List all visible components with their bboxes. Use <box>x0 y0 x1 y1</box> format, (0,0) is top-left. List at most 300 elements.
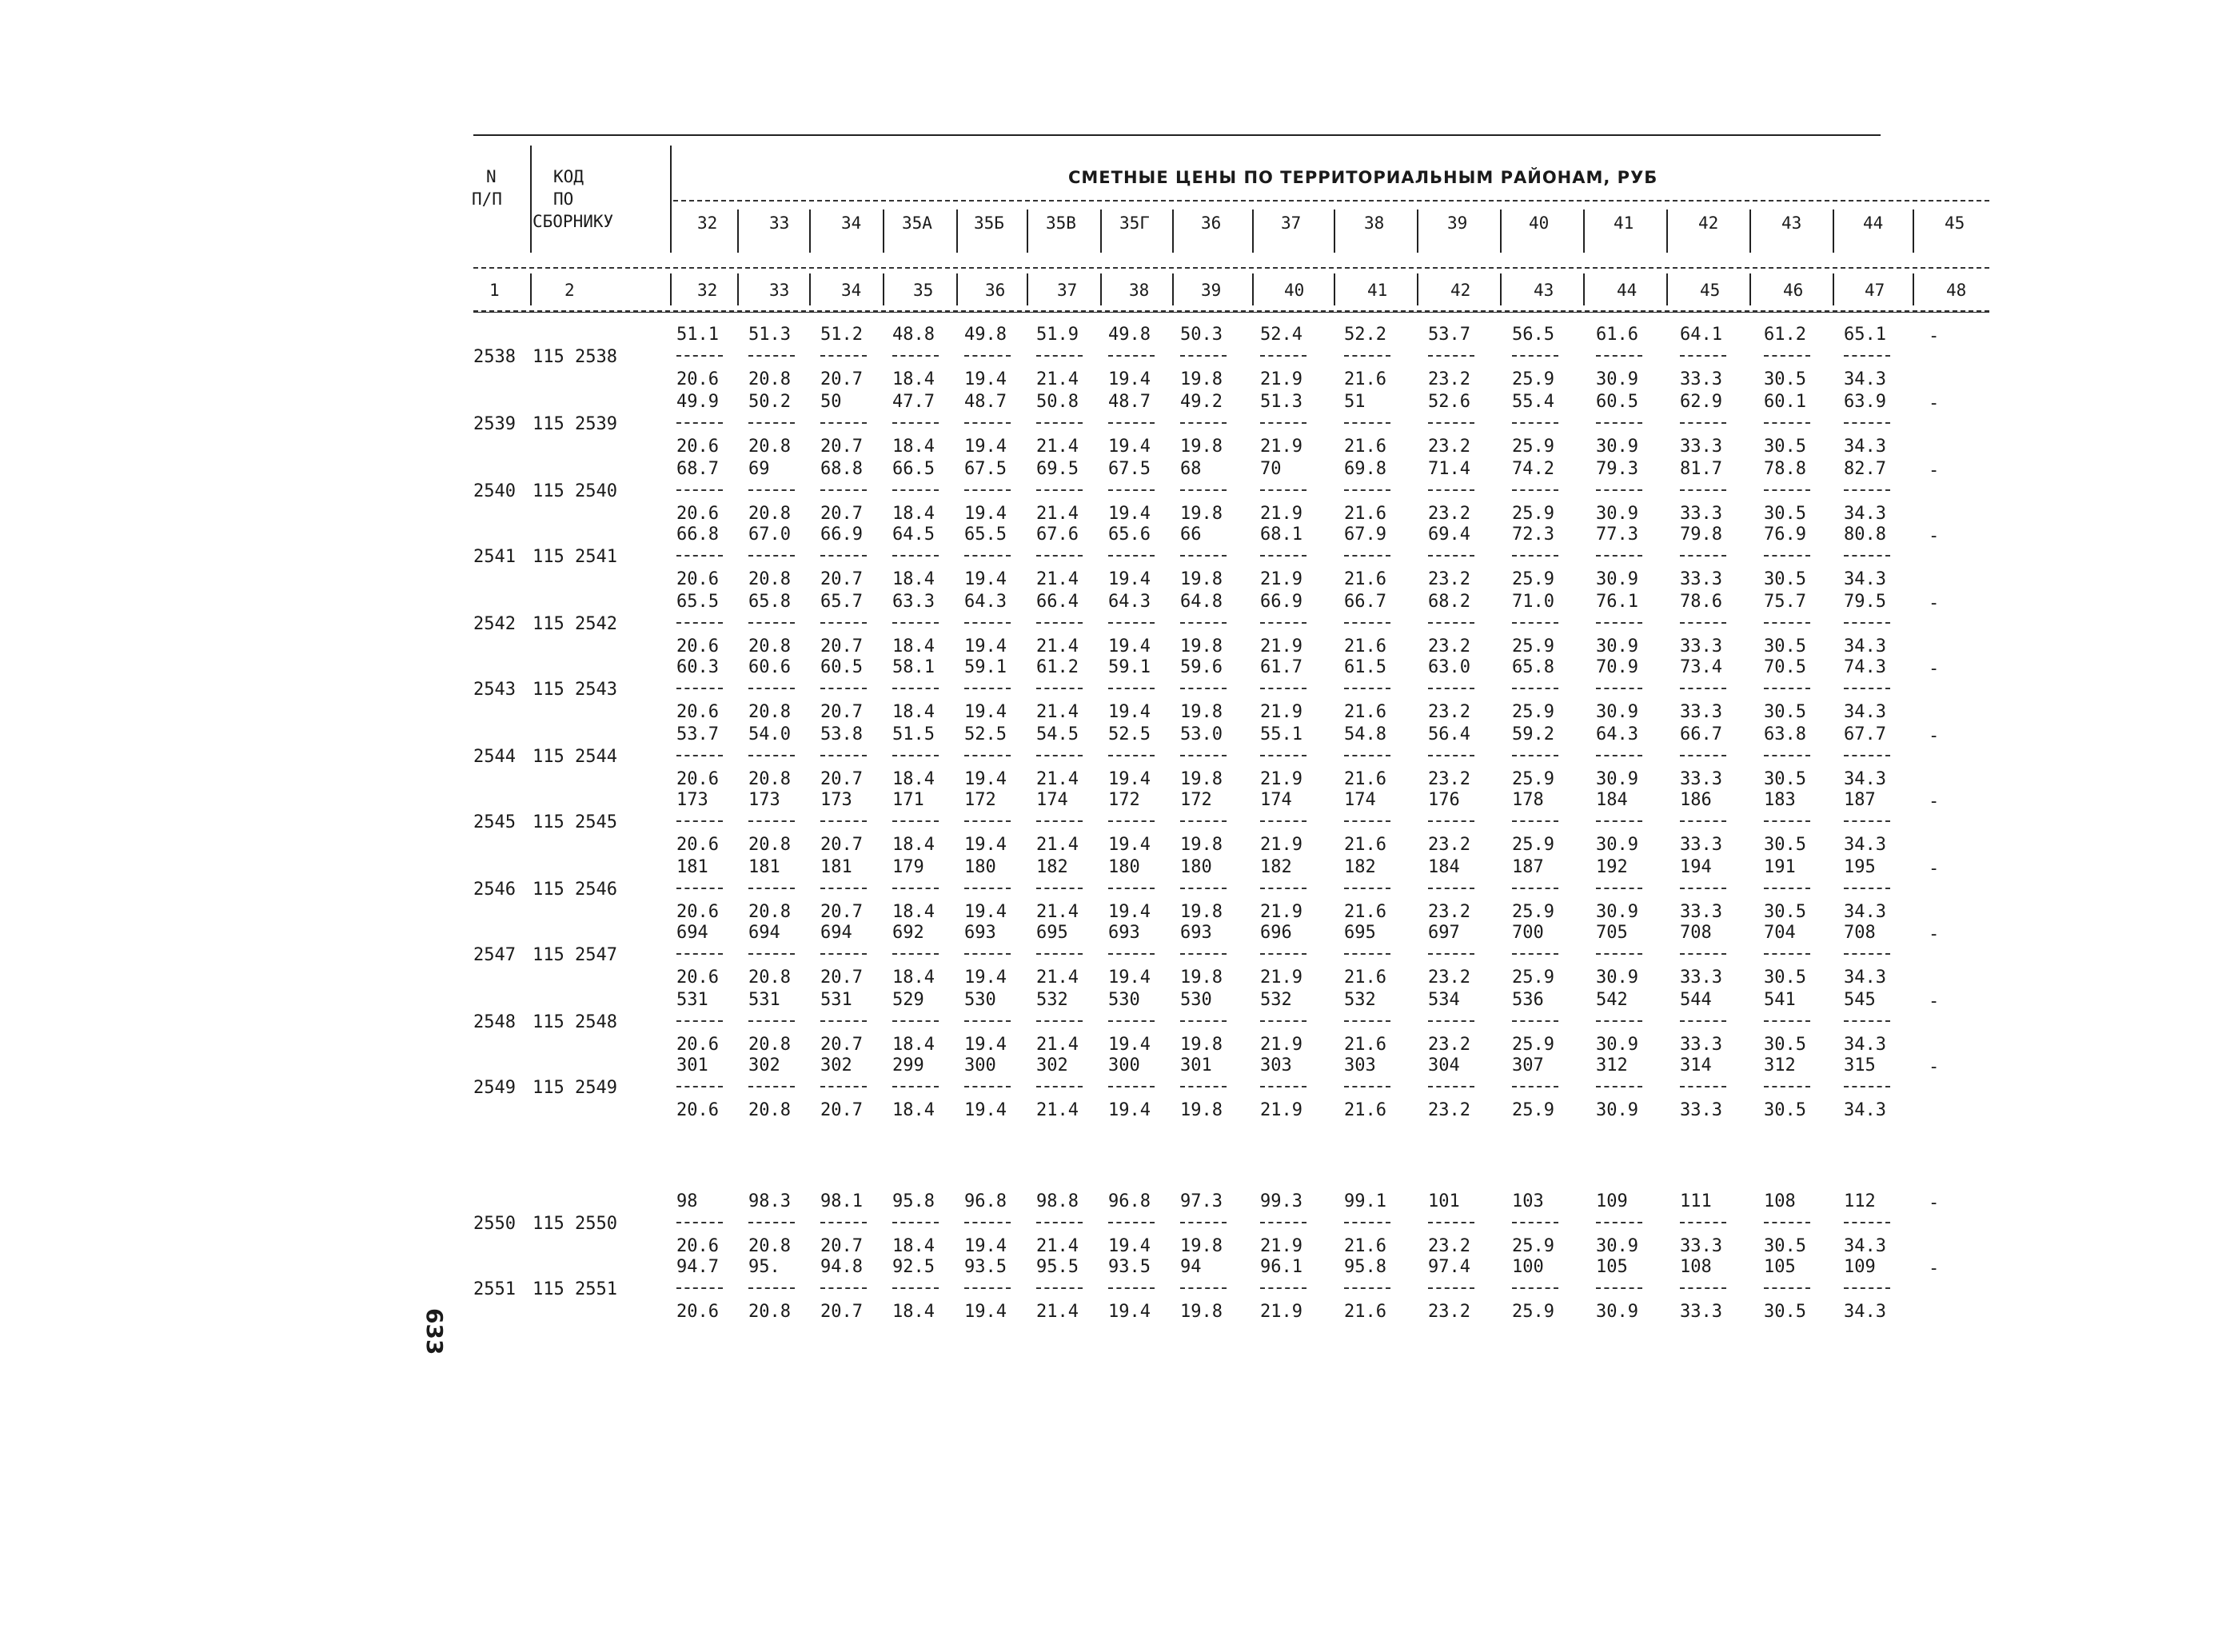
price-value: 67.7 <box>1844 724 1886 744</box>
district-code: 32 <box>697 213 718 233</box>
column-rule <box>1583 209 1585 253</box>
secondary-value: 19.4 <box>964 1302 1007 1322</box>
column-rule <box>956 273 958 305</box>
price-value: 187 <box>1512 857 1544 877</box>
price-value: 50.3 <box>1180 325 1223 345</box>
row-number: 2540 <box>473 481 516 501</box>
fraction-line <box>892 1287 939 1289</box>
fraction-line <box>1844 1086 1890 1087</box>
secondary-value: 30.5 <box>1764 1236 1806 1256</box>
price-value: 697 <box>1428 923 1460 943</box>
price-value: 64.1 <box>1680 325 1722 345</box>
secondary-value: 23.2 <box>1428 369 1470 389</box>
column-rule <box>1749 273 1751 305</box>
secondary-value: 21.9 <box>1260 369 1303 389</box>
secondary-value: 20.8 <box>748 369 791 389</box>
fraction-line <box>964 489 1011 491</box>
secondary-value: 30.5 <box>1764 569 1806 589</box>
row-code: 115 2551 <box>533 1279 617 1299</box>
secondary-value: 33.3 <box>1680 702 1722 722</box>
secondary-value: 20.7 <box>820 769 863 789</box>
price-value: 59.1 <box>1108 657 1151 677</box>
price-value: 172 <box>964 790 996 810</box>
secondary-value: 21.4 <box>1036 702 1079 722</box>
price-value: 531 <box>676 990 708 1010</box>
fraction-line <box>892 888 939 889</box>
fraction-line <box>1180 688 1227 689</box>
price-value: 76.1 <box>1596 592 1638 612</box>
price-value: 180 <box>1108 857 1140 877</box>
secondary-value: 21.4 <box>1036 1035 1079 1055</box>
fraction-line <box>1764 555 1810 557</box>
price-value: 171 <box>892 790 924 810</box>
secondary-value: 33.3 <box>1680 835 1722 855</box>
secondary-value: 33.3 <box>1680 1236 1722 1256</box>
secondary-value: 30.5 <box>1764 437 1806 457</box>
fraction-line <box>1764 888 1810 889</box>
price-value: 67.9 <box>1344 525 1386 545</box>
column-number: 2 <box>564 281 575 300</box>
price-value: 186 <box>1680 790 1712 810</box>
fraction-line <box>1108 355 1155 357</box>
price-value: 73.4 <box>1680 657 1722 677</box>
secondary-value: 20.8 <box>748 702 791 722</box>
price-value: 60.5 <box>1596 392 1638 412</box>
fraction-line <box>748 1020 795 1022</box>
secondary-value: 25.9 <box>1512 835 1554 855</box>
fraction-line <box>748 888 795 889</box>
column-rule <box>1100 273 1102 305</box>
secondary-value: 18.4 <box>892 769 935 789</box>
fraction-line <box>748 355 795 357</box>
price-value: 693 <box>964 923 996 943</box>
secondary-value: 21.4 <box>1036 504 1079 524</box>
secondary-value: 33.3 <box>1680 968 1722 988</box>
secondary-value: 20.7 <box>820 369 863 389</box>
fraction-line <box>1680 953 1726 955</box>
price-value: 700 <box>1512 923 1544 943</box>
district-code: 45 <box>1945 213 1965 233</box>
column-number: 47 <box>1865 281 1885 300</box>
fraction-line <box>820 1086 867 1087</box>
secondary-value: 33.3 <box>1680 769 1722 789</box>
secondary-value: 34.3 <box>1844 902 1886 922</box>
fraction-line <box>820 622 867 624</box>
secondary-value: 20.6 <box>676 437 719 457</box>
price-value: 542 <box>1596 990 1628 1010</box>
fraction-line <box>1036 489 1083 491</box>
row-number: 2548 <box>473 1012 516 1032</box>
price-value: 532 <box>1344 990 1376 1010</box>
price-value: 74.2 <box>1512 459 1554 479</box>
secondary-value: 21.4 <box>1036 1302 1079 1322</box>
price-value: 60.1 <box>1764 392 1806 412</box>
secondary-value: 21.4 <box>1036 636 1079 656</box>
price-value: 69 <box>748 459 770 479</box>
price-value: 705 <box>1596 923 1628 943</box>
secondary-value: 34.3 <box>1844 504 1886 524</box>
fraction-line <box>1764 755 1810 756</box>
fraction-line <box>1844 688 1890 689</box>
fraction-line <box>1680 422 1726 424</box>
price-value: 194 <box>1680 857 1712 877</box>
price-value: 179 <box>892 857 924 877</box>
price-value: 66.9 <box>1260 592 1303 612</box>
fraction-line <box>892 355 939 357</box>
column-rule <box>1172 209 1174 253</box>
fraction-line <box>1108 820 1155 822</box>
last-column-dash: - <box>1929 726 1940 746</box>
price-value: 530 <box>964 990 996 1010</box>
price-value: 52.5 <box>964 724 1007 744</box>
secondary-value: 18.4 <box>892 369 935 389</box>
price-value: 54.5 <box>1036 724 1079 744</box>
price-value: 80.8 <box>1844 525 1886 545</box>
secondary-value: 19.4 <box>1108 1035 1151 1055</box>
secondary-value: 30.5 <box>1764 702 1806 722</box>
price-value: 49.8 <box>1108 325 1151 345</box>
secondary-value: 30.9 <box>1596 1035 1638 1055</box>
column-number: 32 <box>697 281 718 300</box>
fraction-line <box>1596 1020 1642 1022</box>
fraction-line <box>1260 1086 1306 1087</box>
fraction-line <box>1428 688 1474 689</box>
price-value: 66.7 <box>1344 592 1386 612</box>
row-code: 115 2548 <box>533 1012 617 1032</box>
price-value: 534 <box>1428 990 1460 1010</box>
column-rule <box>1027 209 1028 253</box>
price-value: 692 <box>892 923 924 943</box>
price-value: 51 <box>1344 392 1366 412</box>
fraction-line <box>1344 1020 1390 1022</box>
price-value: 52.4 <box>1260 325 1303 345</box>
price-value: 195 <box>1844 857 1876 877</box>
secondary-value: 34.3 <box>1844 702 1886 722</box>
secondary-value: 21.9 <box>1260 636 1303 656</box>
fraction-line <box>892 820 939 822</box>
secondary-value: 19.8 <box>1180 902 1223 922</box>
secondary-value: 33.3 <box>1680 437 1722 457</box>
fraction-line <box>676 888 723 889</box>
price-value: 65.6 <box>1108 525 1151 545</box>
fraction-line <box>1844 422 1890 424</box>
fraction-line <box>1680 888 1726 889</box>
fraction-line <box>1512 755 1558 756</box>
price-value: 64.3 <box>1108 592 1151 612</box>
secondary-value: 30.5 <box>1764 369 1806 389</box>
last-column-dash: - <box>1929 992 1940 1012</box>
price-value: 191 <box>1764 857 1796 877</box>
column-rule <box>883 209 884 253</box>
secondary-value: 21.4 <box>1036 769 1079 789</box>
fraction-line <box>820 555 867 557</box>
fraction-line <box>1844 888 1890 889</box>
secondary-value: 21.4 <box>1036 902 1079 922</box>
secondary-value: 20.8 <box>748 835 791 855</box>
column-rule <box>530 273 532 305</box>
fraction-line <box>748 1222 795 1223</box>
fraction-line <box>676 422 723 424</box>
price-value: 72.3 <box>1512 525 1554 545</box>
district-code: 41 <box>1614 213 1634 233</box>
price-value: 61.5 <box>1344 657 1386 677</box>
price-value: 93.5 <box>964 1257 1007 1277</box>
price-value: 696 <box>1260 923 1292 943</box>
fraction-line <box>1512 953 1558 955</box>
last-column-dash: - <box>1929 924 1940 944</box>
last-column-dash: - <box>1929 1193 1940 1213</box>
secondary-value: 34.3 <box>1844 1100 1886 1120</box>
fraction-line <box>1596 1086 1642 1087</box>
fraction-line <box>964 755 1011 756</box>
secondary-value: 20.7 <box>820 1100 863 1120</box>
row-code: 115 2543 <box>533 680 617 700</box>
secondary-value: 20.7 <box>820 835 863 855</box>
price-value: 70.9 <box>1596 657 1638 677</box>
fraction-line <box>1260 489 1306 491</box>
price-value: 695 <box>1344 923 1376 943</box>
secondary-value: 21.4 <box>1036 835 1079 855</box>
column-rule <box>670 273 672 305</box>
price-value: 174 <box>1344 790 1376 810</box>
fraction-line <box>1512 422 1558 424</box>
secondary-value: 21.4 <box>1036 1100 1079 1120</box>
secondary-value: 25.9 <box>1512 702 1554 722</box>
secondary-value: 21.4 <box>1036 369 1079 389</box>
fraction-line <box>1260 1020 1306 1022</box>
secondary-value: 23.2 <box>1428 636 1470 656</box>
price-value: 304 <box>1428 1055 1460 1075</box>
secondary-value: 21.4 <box>1036 437 1079 457</box>
secondary-value: 25.9 <box>1512 902 1554 922</box>
price-value: 109 <box>1844 1257 1876 1277</box>
secondary-value: 18.4 <box>892 702 935 722</box>
fraction-line <box>1680 1222 1726 1223</box>
fraction-line <box>1180 1020 1227 1022</box>
last-column-dash: - <box>1929 1057 1940 1077</box>
last-column-dash: - <box>1929 1259 1940 1279</box>
fraction-line <box>1680 688 1726 689</box>
price-value: 65.7 <box>820 592 863 612</box>
secondary-value: 21.6 <box>1344 835 1386 855</box>
row-number: 2539 <box>473 414 516 434</box>
price-value: 300 <box>1108 1055 1140 1075</box>
column-number: 35 <box>913 281 934 300</box>
column-rule <box>1500 209 1502 253</box>
secondary-value: 21.6 <box>1344 1302 1386 1322</box>
row-number: 2541 <box>473 547 516 567</box>
secondary-value: 20.8 <box>748 569 791 589</box>
fraction-line <box>1108 755 1155 756</box>
price-value: 65.1 <box>1844 325 1886 345</box>
secondary-value: 19.4 <box>964 902 1007 922</box>
price-value: 68.8 <box>820 459 863 479</box>
secondary-value: 19.8 <box>1180 702 1223 722</box>
price-value: 71.0 <box>1512 592 1554 612</box>
secondary-value: 19.8 <box>1180 437 1223 457</box>
secondary-value: 23.2 <box>1428 835 1470 855</box>
fraction-line <box>1512 1222 1558 1223</box>
fraction-line <box>1260 1222 1306 1223</box>
price-value: 54.0 <box>748 724 791 744</box>
district-code: 39 <box>1447 213 1468 233</box>
row-code: 115 2540 <box>533 481 617 501</box>
secondary-value: 20.8 <box>748 968 791 988</box>
secondary-value: 21.6 <box>1344 504 1386 524</box>
column-number: 45 <box>1700 281 1721 300</box>
secondary-value: 20.6 <box>676 902 719 922</box>
secondary-value: 18.4 <box>892 504 935 524</box>
price-value: 63.8 <box>1764 724 1806 744</box>
fraction-line <box>1844 622 1890 624</box>
price-value: 61.2 <box>1764 325 1806 345</box>
price-value: 48.8 <box>892 325 935 345</box>
fraction-line <box>1108 1222 1155 1223</box>
fraction-line <box>1036 1086 1083 1087</box>
last-column-dash: - <box>1929 526 1940 546</box>
fraction-line <box>964 953 1011 955</box>
fraction-line <box>820 820 867 822</box>
column-number: 42 <box>1450 281 1471 300</box>
secondary-value: 23.2 <box>1428 1100 1470 1120</box>
column-number: 34 <box>841 281 862 300</box>
price-value: 532 <box>1036 990 1068 1010</box>
secondary-value: 19.4 <box>1108 1100 1151 1120</box>
price-value: 184 <box>1596 790 1628 810</box>
fraction-line <box>820 1222 867 1223</box>
secondary-value: 20.7 <box>820 569 863 589</box>
price-value: 178 <box>1512 790 1544 810</box>
price-value: 64.3 <box>1596 724 1638 744</box>
price-value: 112 <box>1844 1191 1876 1211</box>
price-value: 708 <box>1844 923 1876 943</box>
fraction-line <box>1108 1287 1155 1289</box>
secondary-value: 18.4 <box>892 835 935 855</box>
price-value: 541 <box>1764 990 1796 1010</box>
fraction-line <box>1428 355 1474 357</box>
fraction-line <box>1596 755 1642 756</box>
secondary-value: 19.4 <box>1108 702 1151 722</box>
secondary-value: 19.4 <box>964 1035 1007 1055</box>
secondary-value: 19.8 <box>1180 1236 1223 1256</box>
secondary-value: 21.6 <box>1344 1035 1386 1055</box>
secondary-value: 33.3 <box>1680 902 1722 922</box>
row-code: 115 2549 <box>533 1078 617 1098</box>
price-value: 48.7 <box>964 392 1007 412</box>
secondary-value: 30.9 <box>1596 902 1638 922</box>
secondary-value: 34.3 <box>1844 437 1886 457</box>
column-rule <box>1666 273 1668 305</box>
secondary-value: 19.8 <box>1180 569 1223 589</box>
fraction-line <box>1428 1020 1474 1022</box>
fraction-line <box>892 1086 939 1087</box>
secondary-value: 23.2 <box>1428 702 1470 722</box>
row-code: 115 2545 <box>533 812 617 832</box>
column-number: 44 <box>1617 281 1638 300</box>
fraction-line <box>1844 355 1890 357</box>
price-value: 96.8 <box>964 1191 1007 1211</box>
column-rule <box>1749 209 1751 253</box>
price-value: 98 <box>676 1191 698 1211</box>
price-value: 93.5 <box>1108 1257 1151 1277</box>
fraction-line <box>964 355 1011 357</box>
fraction-line <box>1764 953 1810 955</box>
price-value: 100 <box>1512 1257 1544 1277</box>
header-rule-2 <box>670 146 672 253</box>
price-value: 101 <box>1428 1191 1460 1211</box>
column-rule <box>809 209 811 253</box>
fraction-line <box>1512 888 1558 889</box>
price-value: 67.6 <box>1036 525 1079 545</box>
price-value: 65.5 <box>964 525 1007 545</box>
column-number: 36 <box>985 281 1006 300</box>
row-number: 2544 <box>473 747 516 767</box>
price-value: 51.5 <box>892 724 935 744</box>
price-value: 66.5 <box>892 459 935 479</box>
price-value: 61.7 <box>1260 657 1303 677</box>
secondary-value: 33.3 <box>1680 504 1722 524</box>
price-value: 76.9 <box>1764 525 1806 545</box>
price-value: 53.7 <box>676 724 719 744</box>
price-value: 56.4 <box>1428 724 1470 744</box>
secondary-value: 25.9 <box>1512 968 1554 988</box>
price-value: 182 <box>1260 857 1292 877</box>
fraction-line <box>676 355 723 357</box>
secondary-value: 20.7 <box>820 437 863 457</box>
secondary-value: 34.3 <box>1844 369 1886 389</box>
secondary-value: 30.9 <box>1596 702 1638 722</box>
row-code: 115 2544 <box>533 747 617 767</box>
secondary-value: 19.4 <box>1108 902 1151 922</box>
row-number: 2549 <box>473 1078 516 1098</box>
fraction-line <box>1180 953 1227 955</box>
price-value: 53.7 <box>1428 325 1470 345</box>
fraction-line <box>964 622 1011 624</box>
secondary-value: 23.2 <box>1428 769 1470 789</box>
secondary-value: 21.9 <box>1260 569 1303 589</box>
price-value: 81.7 <box>1680 459 1722 479</box>
fraction-line <box>1596 422 1642 424</box>
secondary-value: 34.3 <box>1844 1236 1886 1256</box>
secondary-value: 19.8 <box>1180 369 1223 389</box>
fraction-line <box>820 953 867 955</box>
column-number: 46 <box>1783 281 1804 300</box>
price-value: 95.5 <box>1036 1257 1079 1277</box>
column-rule <box>1833 273 1834 305</box>
column-rule <box>1500 273 1502 305</box>
row-number: 2547 <box>473 945 516 965</box>
fraction-line <box>1344 355 1390 357</box>
price-value: 312 <box>1596 1055 1628 1075</box>
row-number: 2545 <box>473 812 516 832</box>
fraction-line <box>1260 755 1306 756</box>
fraction-line <box>964 1287 1011 1289</box>
secondary-value: 19.4 <box>964 769 1007 789</box>
fraction-line <box>676 688 723 689</box>
column-rule <box>1417 273 1418 305</box>
price-value: 96.8 <box>1108 1191 1151 1211</box>
fraction-line <box>1764 489 1810 491</box>
price-value: 172 <box>1180 790 1212 810</box>
fraction-line <box>1180 622 1227 624</box>
district-code: 34 <box>841 213 862 233</box>
fraction-line <box>820 888 867 889</box>
price-value: 176 <box>1428 790 1460 810</box>
fraction-line <box>1844 755 1890 756</box>
row-code: 115 2547 <box>533 945 617 965</box>
price-value: 92.5 <box>892 1257 935 1277</box>
secondary-value: 19.8 <box>1180 1302 1223 1322</box>
